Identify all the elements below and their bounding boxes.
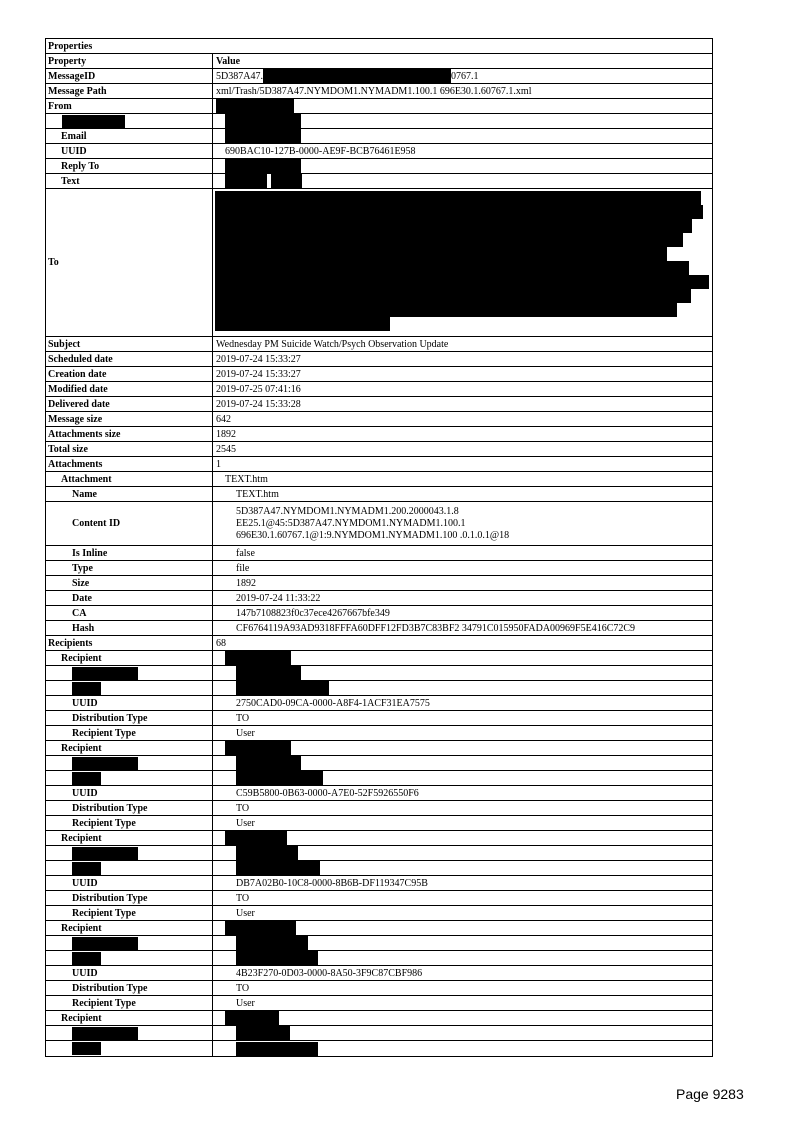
properties-table (45, 38, 713, 1057)
message-size-label: Message size (46, 412, 213, 426)
recipient-type-row (46, 906, 712, 921)
redaction-bar (263, 69, 451, 83)
date-value: 2019-07-24 11:33:22 (236, 592, 321, 604)
creation-date-value: 2019-07-24 15:33:27 (216, 368, 301, 380)
scheduled-date-label: Scheduled date (46, 352, 213, 366)
recipient-email-label (46, 951, 213, 965)
recipient-value (213, 831, 712, 845)
redaction-bar (215, 191, 701, 205)
redaction-bar (62, 115, 125, 128)
distribution-type-row (46, 801, 712, 816)
distribution-type-label: Distribution Type (46, 801, 213, 815)
message-id-suffix: 0767.1 (450, 70, 479, 82)
redaction-bar (271, 174, 302, 188)
redaction-bar (225, 831, 287, 845)
ca-row (46, 606, 712, 621)
redaction-bar (236, 756, 301, 770)
recipient-uuid-value: 2750CAD0-09CA-0000-A8F4-1ACF31EA7575 (236, 697, 430, 709)
recipient-name-label (46, 846, 213, 860)
subject-value: Wednesday PM Suicide Watch/Psych Observation Update (216, 338, 449, 350)
type-value: file (236, 562, 250, 574)
redaction-bar (236, 1042, 318, 1056)
subject-row (46, 337, 712, 352)
message-id-label: MessageID (46, 69, 213, 83)
recipient-label: Recipient (46, 651, 213, 665)
recipient-value (213, 921, 712, 935)
recipient-email-label (46, 681, 213, 695)
recipient-name-value (213, 756, 712, 770)
message-path-value: xml/Trash/5D387A47.NYMDOM1.NYMADM1.100.1 696E30.1.60767.1.xml (216, 85, 532, 97)
recipient-value (213, 741, 712, 755)
redaction-bar (215, 205, 703, 219)
text-label: Text (46, 174, 213, 188)
recipient-email-row (46, 1041, 712, 1056)
recipient-type-label: Recipient Type (46, 816, 213, 830)
modified-date-row (46, 382, 712, 397)
recipient-type-label: Recipient Type (46, 906, 213, 920)
message-id-row (46, 69, 712, 84)
creation-date-label: Creation date (46, 367, 213, 381)
page-number: Page 9283 (676, 1086, 744, 1102)
content-id-value (213, 502, 712, 545)
date-label: Date (46, 591, 213, 605)
from-name-row (46, 114, 712, 129)
recipient-uuid-label: UUID (46, 876, 213, 890)
recipient-name-value (213, 846, 712, 860)
message-path-row (46, 84, 712, 99)
redaction-bar (215, 219, 692, 233)
message-size-value: 642 (216, 413, 231, 425)
subject-label: Subject (46, 337, 213, 351)
redaction-bar (216, 99, 294, 113)
header-value: Value (216, 55, 241, 67)
recipient-name-label (46, 666, 213, 680)
redaction-bar (215, 303, 677, 317)
from-name-value (213, 114, 712, 128)
recipient-name-row (46, 1026, 712, 1041)
recipient-type-row (46, 816, 712, 831)
recipient-uuid-label: UUID (46, 696, 213, 710)
uuid-label: UUID (46, 144, 213, 158)
distribution-type-label: Distribution Type (46, 711, 213, 725)
distribution-type-value: TO (236, 982, 250, 994)
header-property: Property (46, 54, 213, 68)
delivered-date-value: 2019-07-24 15:33:28 (216, 398, 301, 410)
redaction-bar (72, 667, 138, 680)
delivered-date-row (46, 397, 712, 412)
attachment-value: TEXT.htm (225, 473, 268, 485)
reply-to-value (213, 159, 712, 173)
to-label: To (46, 189, 213, 336)
redaction-bar (225, 921, 296, 935)
recipient-email-value (213, 1041, 712, 1056)
redaction-bar (215, 261, 689, 275)
recipient-type-row (46, 726, 712, 741)
redaction-bar (236, 846, 298, 860)
distribution-type-row (46, 891, 712, 906)
recipient-email-row (46, 861, 712, 876)
redaction-bar (236, 666, 301, 680)
redaction-bar (72, 772, 101, 785)
recipient-name-row (46, 936, 712, 951)
email-value (213, 129, 712, 143)
redaction-bar (236, 1026, 290, 1040)
recipient-email-label (46, 771, 213, 785)
from-value (213, 99, 712, 113)
recipient-uuid-value: C59B5800-0B63-0000-A7E0-52F5926550F6 (236, 787, 419, 799)
is-inline-row (46, 546, 712, 561)
size-value: 1892 (236, 577, 256, 589)
is-inline-value: false (236, 547, 255, 559)
redaction-bar (225, 174, 267, 188)
creation-date-row (46, 367, 712, 382)
attachment-label: Attachment (46, 472, 213, 486)
recipient-uuid-value: DB7A02B0-10C8-0000-8B6B-DF119347C95B (236, 877, 428, 889)
recipient-name-row (46, 666, 712, 681)
redaction-bar (72, 952, 101, 965)
hash-row (46, 621, 712, 636)
recipient-row (46, 741, 712, 756)
redaction-bar (215, 233, 683, 247)
redaction-bar (225, 651, 291, 665)
redaction-bar (215, 247, 667, 261)
type-label: Type (46, 561, 213, 575)
recipient-uuid-label: UUID (46, 786, 213, 800)
recipient-label: Recipient (46, 831, 213, 845)
distribution-type-row (46, 981, 712, 996)
recipient-email-row (46, 771, 712, 786)
content-id-label: Content ID (46, 502, 213, 545)
message-id-value (213, 69, 712, 83)
attachments-label: Attachments (46, 457, 213, 471)
recipient-row (46, 651, 712, 666)
recipient-email-label (46, 861, 213, 875)
attachment-row (46, 472, 712, 487)
recipient-name-value (213, 1026, 712, 1040)
redaction-bar (225, 741, 291, 755)
recipient-uuid-row (46, 786, 712, 801)
total-size-label: Total size (46, 442, 213, 456)
recipient-name-label (46, 1026, 213, 1040)
recipient-row (46, 921, 712, 936)
recipient-uuid-row (46, 876, 712, 891)
message-path-label: Message Path (46, 84, 213, 98)
recipient-type-row (46, 996, 712, 1011)
redaction-bar (72, 937, 138, 950)
scheduled-date-row (46, 352, 712, 367)
recipient-name-label (46, 936, 213, 950)
reply-to-label: Reply To (46, 159, 213, 173)
distribution-type-value: TO (236, 802, 250, 814)
recipients-label: Recipients (46, 636, 213, 650)
redaction-bar (225, 1011, 279, 1025)
redaction-bar (225, 114, 301, 128)
recipient-email-row (46, 951, 712, 966)
recipient-email-value (213, 861, 712, 875)
email-label: Email (46, 129, 213, 143)
redaction-bar (72, 1042, 101, 1055)
recipients-value: 68 (216, 637, 226, 649)
message-id-prefix: 5D387A47. (216, 70, 263, 82)
redaction-bar (225, 129, 301, 143)
distribution-type-value: TO (236, 892, 250, 904)
delivered-date-label: Delivered date (46, 397, 213, 411)
content-id-line: 696E30.1.60767.1@1:9.NYMDOM1.NYMADM1.100 .0.1.0.1@18 (236, 529, 510, 541)
recipient-row (46, 831, 712, 846)
recipient-value (213, 1011, 712, 1025)
recipient-email-row (46, 681, 712, 696)
size-label: Size (46, 576, 213, 590)
redaction-bar (72, 847, 138, 860)
content-id-line: 5D387A47.NYMDOM1.NYMADM1.200.2000043.1.8 (236, 505, 459, 517)
recipient-name-label (46, 756, 213, 770)
recipient-uuid-row (46, 966, 712, 981)
redaction-bar (72, 1027, 138, 1040)
recipient-type-label: Recipient Type (46, 726, 213, 740)
scheduled-date-value: 2019-07-24 15:33:27 (216, 353, 301, 365)
from-name-label (46, 114, 213, 128)
from-uuid-row (46, 144, 712, 159)
hash-value: CF6764119A93AD9318FFFA60DFF12FD3B7C83BF2 34791C015950FADA00969F5E416C72C9 (236, 622, 636, 634)
redaction-bar (236, 681, 329, 695)
text-value (213, 174, 712, 188)
to-value (213, 189, 712, 336)
from-row (46, 99, 712, 114)
recipient-email-value (213, 951, 712, 965)
recipient-email-label (46, 1041, 213, 1056)
attachments-size-label: Attachments size (46, 427, 213, 441)
modified-date-value: 2019-07-25 07:41:16 (216, 383, 301, 395)
table-title: Properties (48, 40, 93, 52)
total-size-value: 2545 (216, 443, 236, 455)
attachment-name-value: TEXT.htm (236, 488, 279, 500)
redaction-bar (236, 951, 318, 965)
recipient-uuid-label: UUID (46, 966, 213, 980)
attachment-name-label: Name (46, 487, 213, 501)
recipient-type-value: User (236, 907, 255, 919)
recipient-row (46, 1011, 712, 1026)
recipient-label: Recipient (46, 921, 213, 935)
table-header-row (46, 54, 712, 69)
recipient-email-value (213, 771, 712, 785)
redaction-bar (236, 936, 308, 950)
recipient-name-row (46, 846, 712, 861)
type-row (46, 561, 712, 576)
attachment-name-row (46, 487, 712, 502)
modified-date-label: Modified date (46, 382, 213, 396)
redaction-bar (72, 682, 101, 695)
hash-label: Hash (46, 621, 213, 635)
recipient-uuid-value: 4B23F270-0D03-0000-8A50-3F9C87CBF986 (236, 967, 423, 979)
distribution-type-label: Distribution Type (46, 891, 213, 905)
redaction-bar (215, 275, 709, 289)
content-id-line: EE25.1@45:5D387A47.NYMDOM1.NYMADM1.100.1 (236, 517, 466, 529)
text-row (46, 174, 712, 189)
redaction-bar (72, 862, 101, 875)
attachments-value: 1 (216, 458, 221, 470)
reply-to-row (46, 159, 712, 174)
recipient-type-value: User (236, 997, 255, 1009)
redaction-bar (215, 289, 691, 303)
redaction-bar (215, 317, 390, 331)
recipient-type-value: User (236, 817, 255, 829)
recipient-type-label: Recipient Type (46, 996, 213, 1010)
redaction-bar (72, 757, 138, 770)
from-email-row (46, 129, 712, 144)
attachments-size-value: 1892 (216, 428, 236, 440)
ca-label: CA (46, 606, 213, 620)
recipient-name-row (46, 756, 712, 771)
distribution-type-label: Distribution Type (46, 981, 213, 995)
size-row (46, 576, 712, 591)
recipient-label: Recipient (46, 741, 213, 755)
distribution-type-row (46, 711, 712, 726)
redaction-bar (236, 771, 323, 785)
recipient-name-value (213, 936, 712, 950)
recipient-name-value (213, 666, 712, 680)
recipient-email-value (213, 681, 712, 695)
content-id-row (46, 502, 712, 546)
recipient-value (213, 651, 712, 665)
recipient-type-value: User (236, 727, 255, 739)
date-row (46, 591, 712, 606)
attachments-size-row (46, 427, 712, 442)
distribution-type-value: TO (236, 712, 250, 724)
to-row (46, 189, 712, 337)
recipient-uuid-row (46, 696, 712, 711)
redaction-bar (236, 861, 320, 875)
message-size-row (46, 412, 712, 427)
from-uuid-value: 690BAC10-127B-0000-AE9F-BCB76461E958 (225, 145, 416, 157)
ca-value: 147b7108823f0c37ece4267667bfe349 (236, 607, 390, 619)
attachments-row (46, 457, 712, 472)
total-size-row (46, 442, 712, 457)
table-title-row (46, 39, 712, 54)
redaction-bar (225, 159, 301, 173)
recipients-row (46, 636, 712, 651)
is-inline-label: Is Inline (46, 546, 213, 560)
from-label: From (46, 99, 213, 113)
recipient-label: Recipient (46, 1011, 213, 1025)
